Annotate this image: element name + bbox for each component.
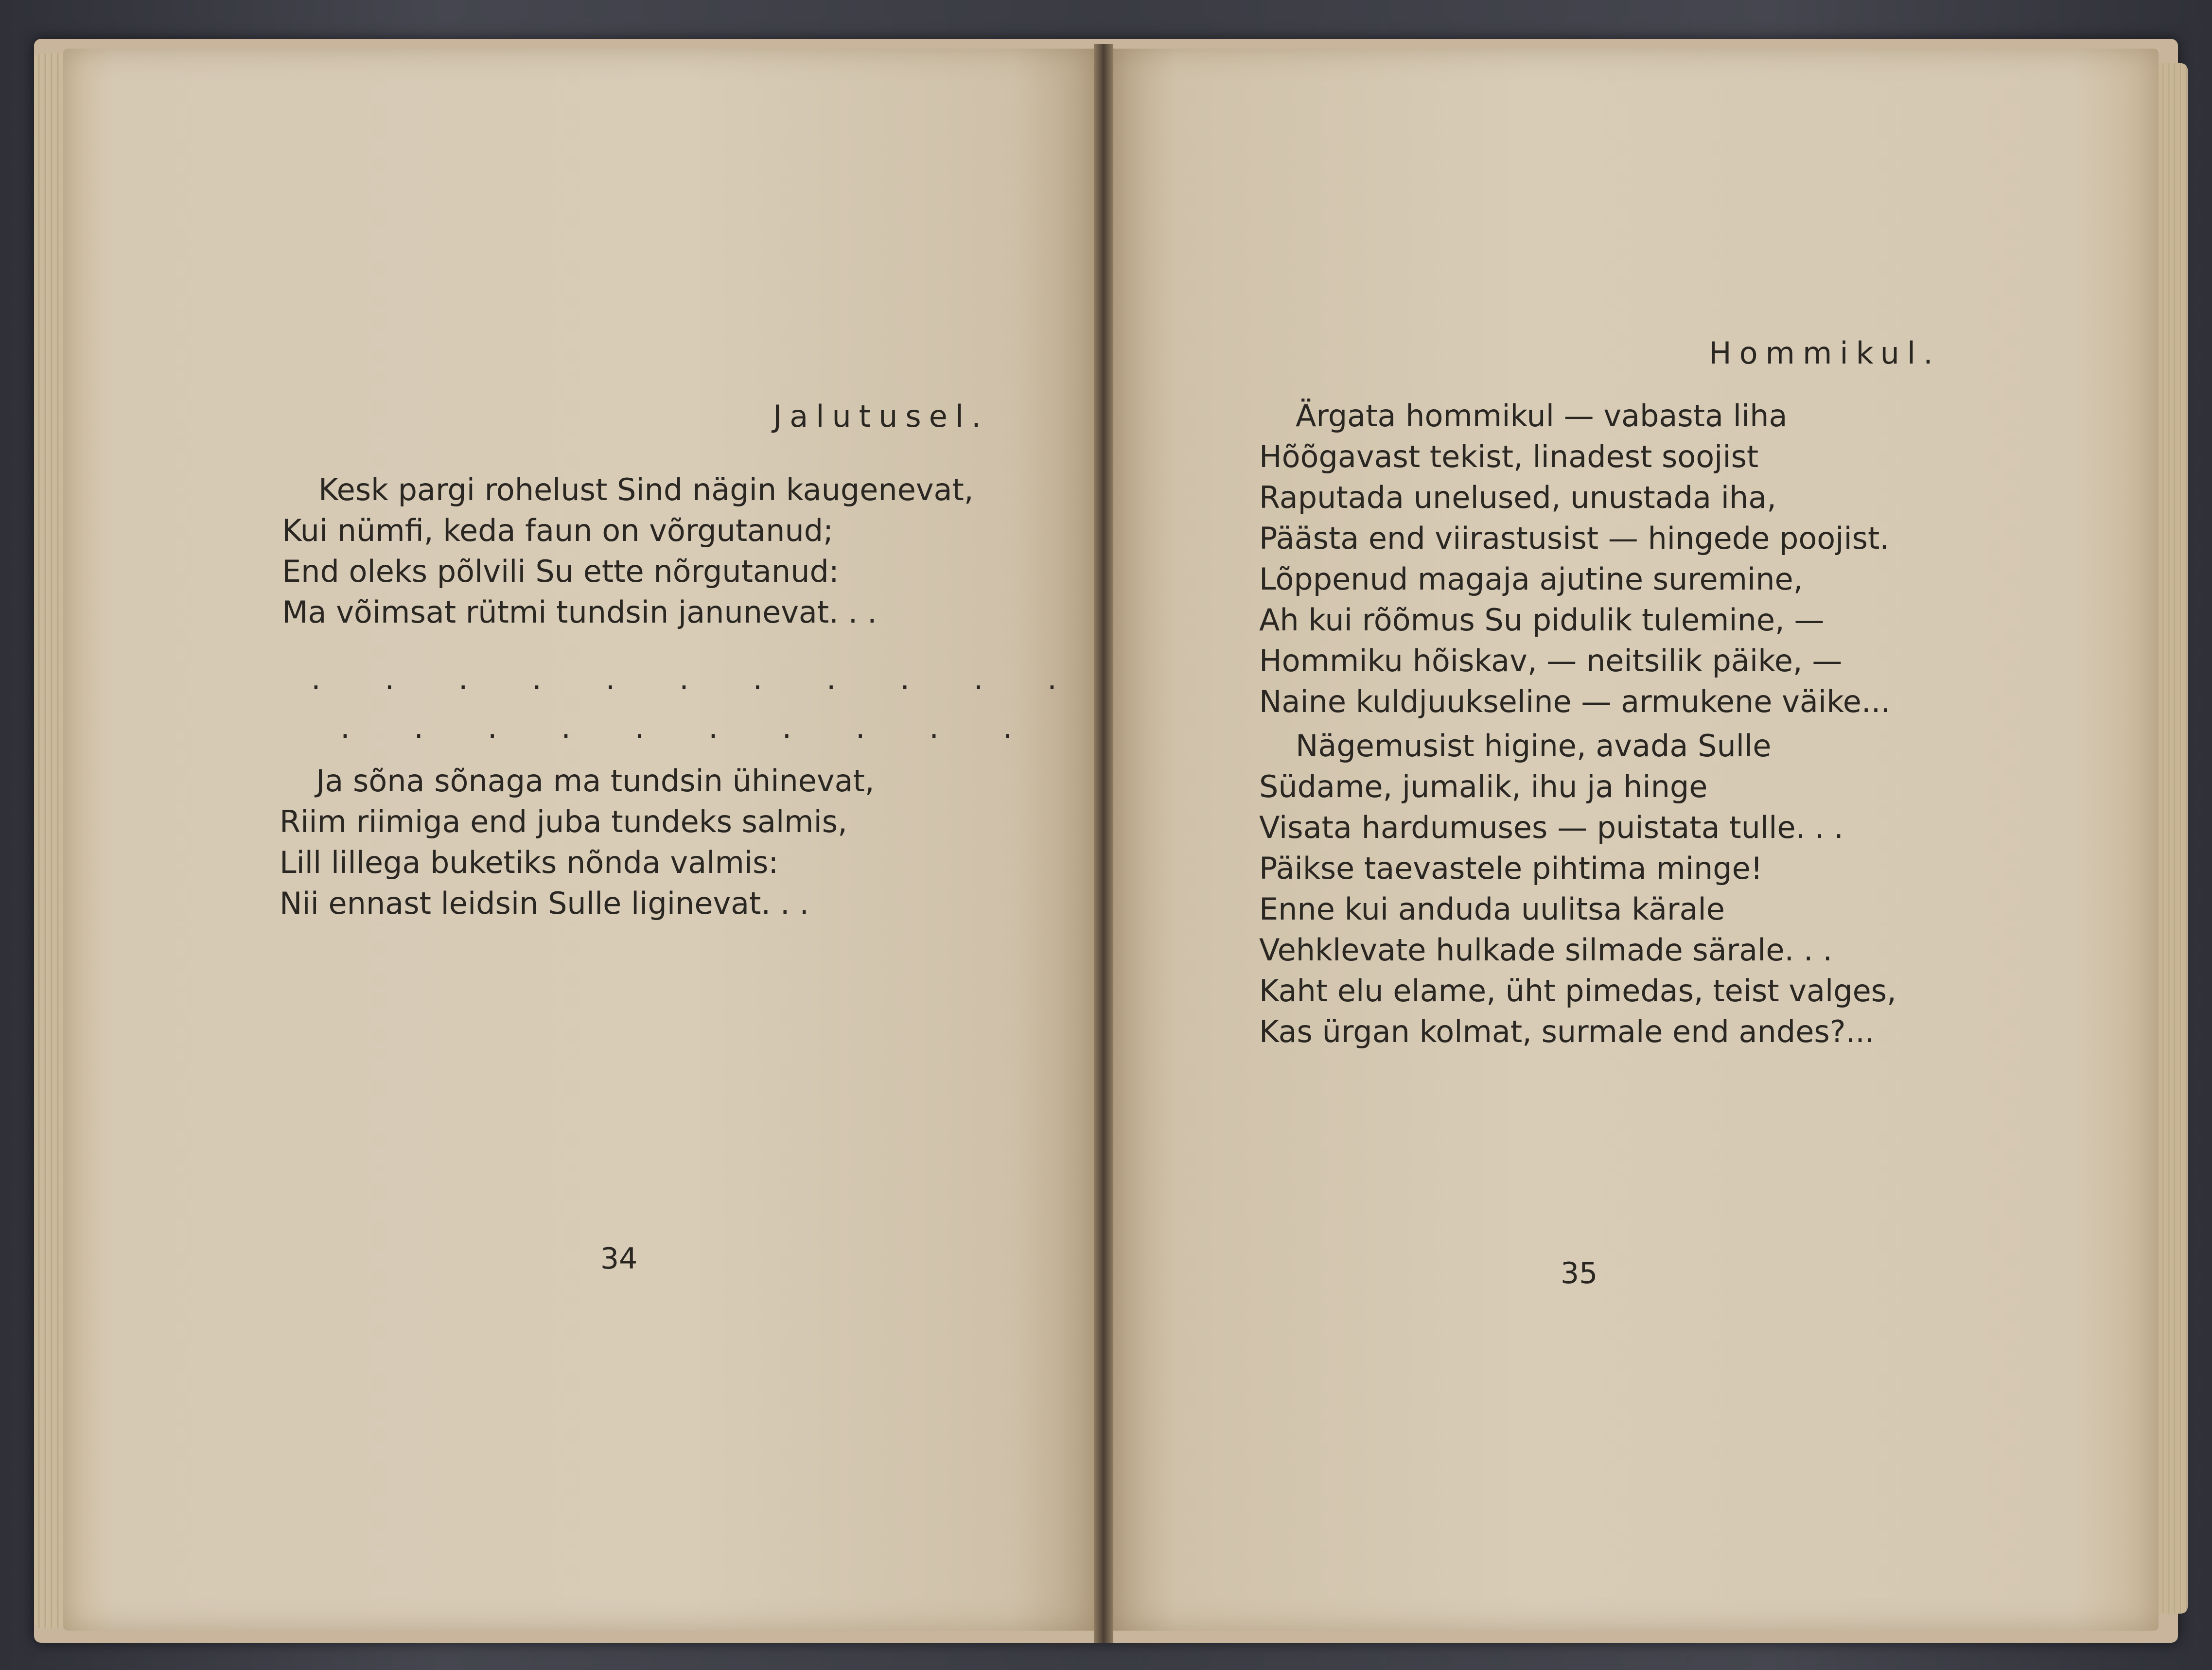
ellipsis-row: . . . . . . . . . . . <box>311 661 1084 696</box>
verse-line: Visata hardumuses — puistata tulle. . . <box>1259 810 1844 845</box>
book-gutter <box>1094 44 1113 1643</box>
right-stanza-2 <box>1259 726 1896 1052</box>
verse-line: Kas ürgan kolmat, surmale end andes?... <box>1259 1014 1875 1049</box>
verse-line: Nii ennast leidsin Sulle liginevat. . . <box>280 886 809 921</box>
verse-line: Ah kui rõõmus Su pidulik tulemine, — <box>1259 602 1825 638</box>
left-stanza-1 <box>282 470 974 633</box>
right-poem-title: Hommikul. <box>1709 335 1941 371</box>
verse-line: Ma võimsat rütmi tundsin janunevat. . . <box>282 594 877 630</box>
verse-line: Enne kui anduda uulitsa kärale <box>1259 891 1725 927</box>
verse-line: Kesk pargi rohelust Sind nägin kaugenevat, <box>318 472 974 507</box>
verse-line: Lõppenud magaja ajutine suremine, <box>1259 561 1803 597</box>
left-stanza-2 <box>280 761 875 924</box>
verse-line: Ja sõna sõnaga ma tundsin ühinevat, <box>316 763 875 799</box>
verse-line: Hõõgavast tekist, linadest soojist <box>1259 439 1759 474</box>
right-stanza-1 <box>1259 396 1890 722</box>
right-page-edges <box>2159 63 2188 1614</box>
verse-line: Päästa end viirastusist — hingede poojist. <box>1259 521 1890 556</box>
verse-line: Vehklevate hulkade silmade särale. . . <box>1259 932 1833 968</box>
verse-line: Kaht elu elame, üht pimedas, teist valges, <box>1259 973 1896 1009</box>
verse-line: Ärgata hommikul — vabasta liha <box>1296 398 1788 434</box>
verse-line: Kui nümfi, keda faun on võrgutanud; <box>282 513 834 548</box>
verse-line: End oleks põlvili Su ette nõrgutanud: <box>282 554 839 589</box>
verse-line: Nägemusist higine, avada Sulle <box>1296 728 1772 764</box>
ellipsis-row: . . . . . . . . . . <box>340 710 1040 745</box>
verse-line: Riim riimiga end juba tundeks salmis, <box>280 804 847 839</box>
verse-line: Hommiku hõiskav, — neitsilik päike, — <box>1259 643 1843 678</box>
left-page-number: 34 <box>600 1242 638 1276</box>
verse-line: Lill lillega buketiks nõnda valmis: <box>280 845 779 880</box>
verse-line: Päikse taevastele pihtima minge! <box>1259 851 1763 886</box>
verse-line: Naine kuldjuukseline — armukene väike... <box>1259 684 1891 719</box>
left-poem-title: Jalutusel. <box>773 399 989 434</box>
verse-line: Südame, jumalik, ihu ja hinge <box>1259 769 1708 804</box>
verse-line: Raputada unelused, unustada iha, <box>1259 480 1776 515</box>
right-page-number: 35 <box>1561 1256 1598 1290</box>
